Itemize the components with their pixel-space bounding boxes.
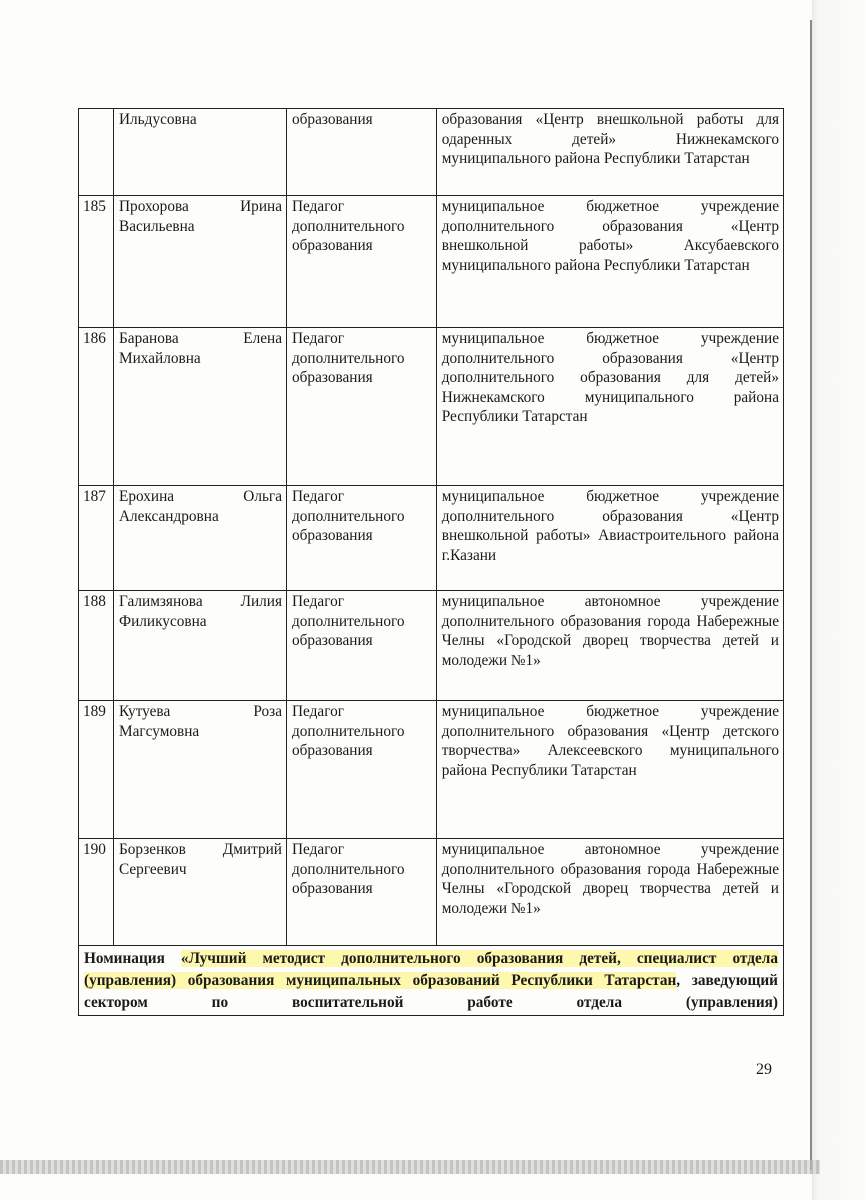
nominee-name: Ильдусовна: [114, 109, 287, 196]
nominee-position: образования: [287, 109, 437, 196]
page-number: 29: [756, 1061, 772, 1078]
nominee-organization: муниципальное автономное учреждение дополнительного образования города Набережные Челны «Городской дворец творчества детей и молодежи №1»: [436, 591, 783, 701]
nomination-highlighted: «Лучший методист дополнительного образования детей, специалист отдела (управления) образования муниципальных образований Республики Татарстан: [84, 950, 778, 989]
nominee-position: Педагог дополнительного образования: [287, 328, 437, 486]
nominee-organization: муниципальное бюджетное учреждение дополнительного образования «Центр внешкольной работы» Аксубаевского муниципального района Республики Татарстан: [436, 196, 783, 328]
nominee-organization: муниципальное бюджетное учреждение дополнительного образования «Центр внешкольной работы» Авиастроительного района г.Казани: [436, 486, 783, 591]
row-number: 185: [79, 196, 114, 328]
row-number: [79, 109, 114, 196]
nominee-name: Ерохина Ольга Александровна: [114, 486, 287, 591]
table-row: [79, 196, 784, 328]
nominee-name: Прохорова Ирина Васильевна: [114, 196, 287, 328]
table-row: [79, 701, 784, 839]
nominee-organization: муниципальное бюджетное учреждение дополнительного образования «Центр дополнительного образования для детей» Нижнекамского муниципального района Республики Татарстан: [436, 328, 783, 486]
row-number: 188: [79, 591, 114, 701]
nominee-name: Баранова Елена Михайловна: [114, 328, 287, 486]
nominee-position: Педагог дополнительного образования: [287, 486, 437, 591]
nominee-position: Педагог дополнительного образования: [287, 839, 437, 946]
row-number: 189: [79, 701, 114, 839]
nomination-title: [79, 946, 784, 1016]
table-row: [79, 591, 784, 701]
nominee-organization: муниципальное бюджетное учреждение дополнительного образования «Центр детского творчества» Алексеевского муниципального района Республики Татарстан: [436, 701, 783, 839]
row-number: 186: [79, 328, 114, 486]
nomination-prefix: Номинация: [84, 950, 181, 967]
nominee-organization: муниципальное автономное учреждение дополнительного образования города Набережные Челны «Городской дворец творчества детей и молодежи №1»: [436, 839, 783, 946]
row-number: 190: [79, 839, 114, 946]
nominee-organization: образования «Центр внешкольной работы для одаренных детей» Нижнекамского муниципального района Республики Татарстан: [436, 109, 783, 196]
nomination-rest: , заведующий сектором по воспитательной работе отдела (управления): [84, 972, 778, 1011]
scan-edge-right: [812, 0, 866, 1200]
table-row: [79, 328, 784, 486]
nominee-position: Педагог дополнительного образования: [287, 701, 437, 839]
scan-edge-bottom: [0, 1160, 820, 1174]
table-row: [79, 486, 784, 591]
nomination-row: [79, 946, 784, 1016]
nominee-position: Педагог дополнительного образования: [287, 196, 437, 328]
table-row: [79, 109, 784, 196]
table-row: [79, 839, 784, 946]
nominee-name: Кутуева Роза Магсумовна: [114, 701, 287, 839]
nominee-name: Борзенков Дмитрий Сергеевич: [114, 839, 287, 946]
nominee-position: Педагог дополнительного образования: [287, 591, 437, 701]
nominees-table: [78, 108, 784, 1016]
scan-edge-line: [810, 20, 812, 1170]
row-number: 187: [79, 486, 114, 591]
nominee-name: Галимзянова Лилия Филикусовна: [114, 591, 287, 701]
